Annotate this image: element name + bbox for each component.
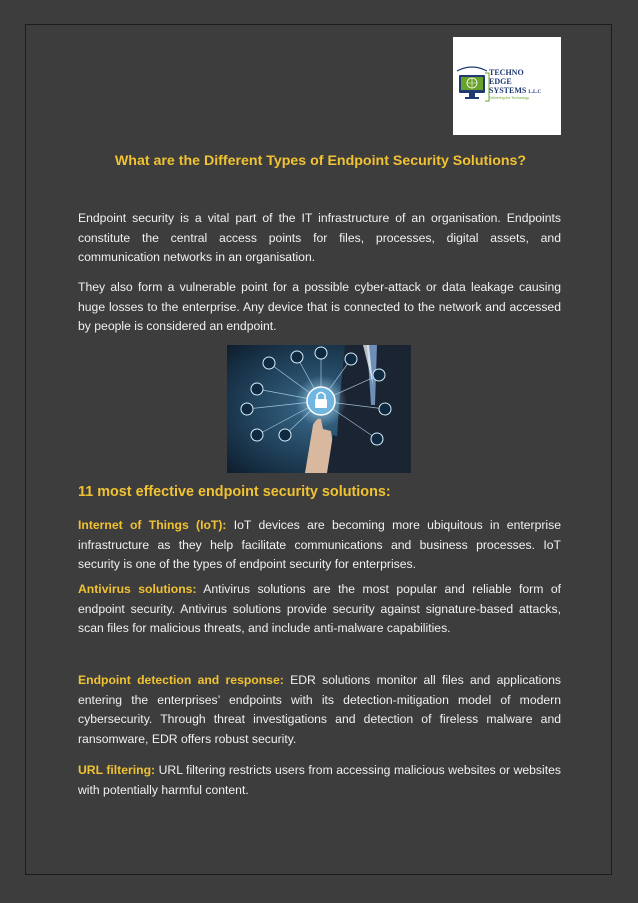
solution-url-filtering-text: URL filtering restricts users from accessing malicious websites or websites with potentially harmful content. [78,763,561,797]
padlock-network-icon [227,345,411,473]
solution-antivirus-name: Antivirus solutions: [78,582,197,596]
logo-line-2: EDGE [489,77,512,86]
solution-antivirus [78,580,561,639]
intro-paragraph-2: They also form a vulnerable point for a possible cyber-attack or data leakage causing huge losses to the enterprise. Any device that is connected to the network and accessed by people is considered an endpoint. [78,280,561,333]
logo-line-3-text: SYSTEMS [489,86,527,95]
solution-edr [78,671,561,749]
logo-line-3 [489,87,541,95]
solution-iot [78,516,561,575]
solution-iot-name: Internet of Things (IoT): [78,518,227,532]
solution-url-filtering [78,761,561,800]
company-logo [453,37,561,135]
solution-edr-name: Endpoint detection and response: [78,673,284,687]
logo-suffix: L.L.C [528,90,542,95]
solution-url-filtering-name: URL filtering: [78,763,156,777]
logo-line-1: TECHNO [489,68,524,77]
page-title: What are the Different Types of Endpoint Security Solutions? [114,153,527,169]
intro-paragraph-1: Endpoint security is a vital part of the IT infrastructure of an organisation. Endpoints constitute the central access points for files, processes, digital assets, and communication networks in an organisation. [78,211,561,264]
solution-antivirus-text: Antivirus solutions are the most popular and reliable form of endpoint security. Antivirus solutions provide security against signature-based attacks, scan files for malicious threats, and include anti-malware capabilities. [78,582,561,635]
solution-iot-text: IoT devices are becoming more ubiquitous in enterprise infrastructure as they help facilitate communications and business processes. IoT security is one of the types of endpoint security for enterprises. [78,518,561,571]
solution-edr-text: EDR solutions monitor all files and applications entering the enterprises’ endpoints with its detection-mitigation model of modern cybersecurity. Through threat investigations and detection of fireless malware and ransomware, EDR offers robust security. [78,673,561,746]
section-heading: 11 most effective endpoint security solutions: [78,484,391,500]
logo-tagline: Delivering the Technology [489,96,530,100]
